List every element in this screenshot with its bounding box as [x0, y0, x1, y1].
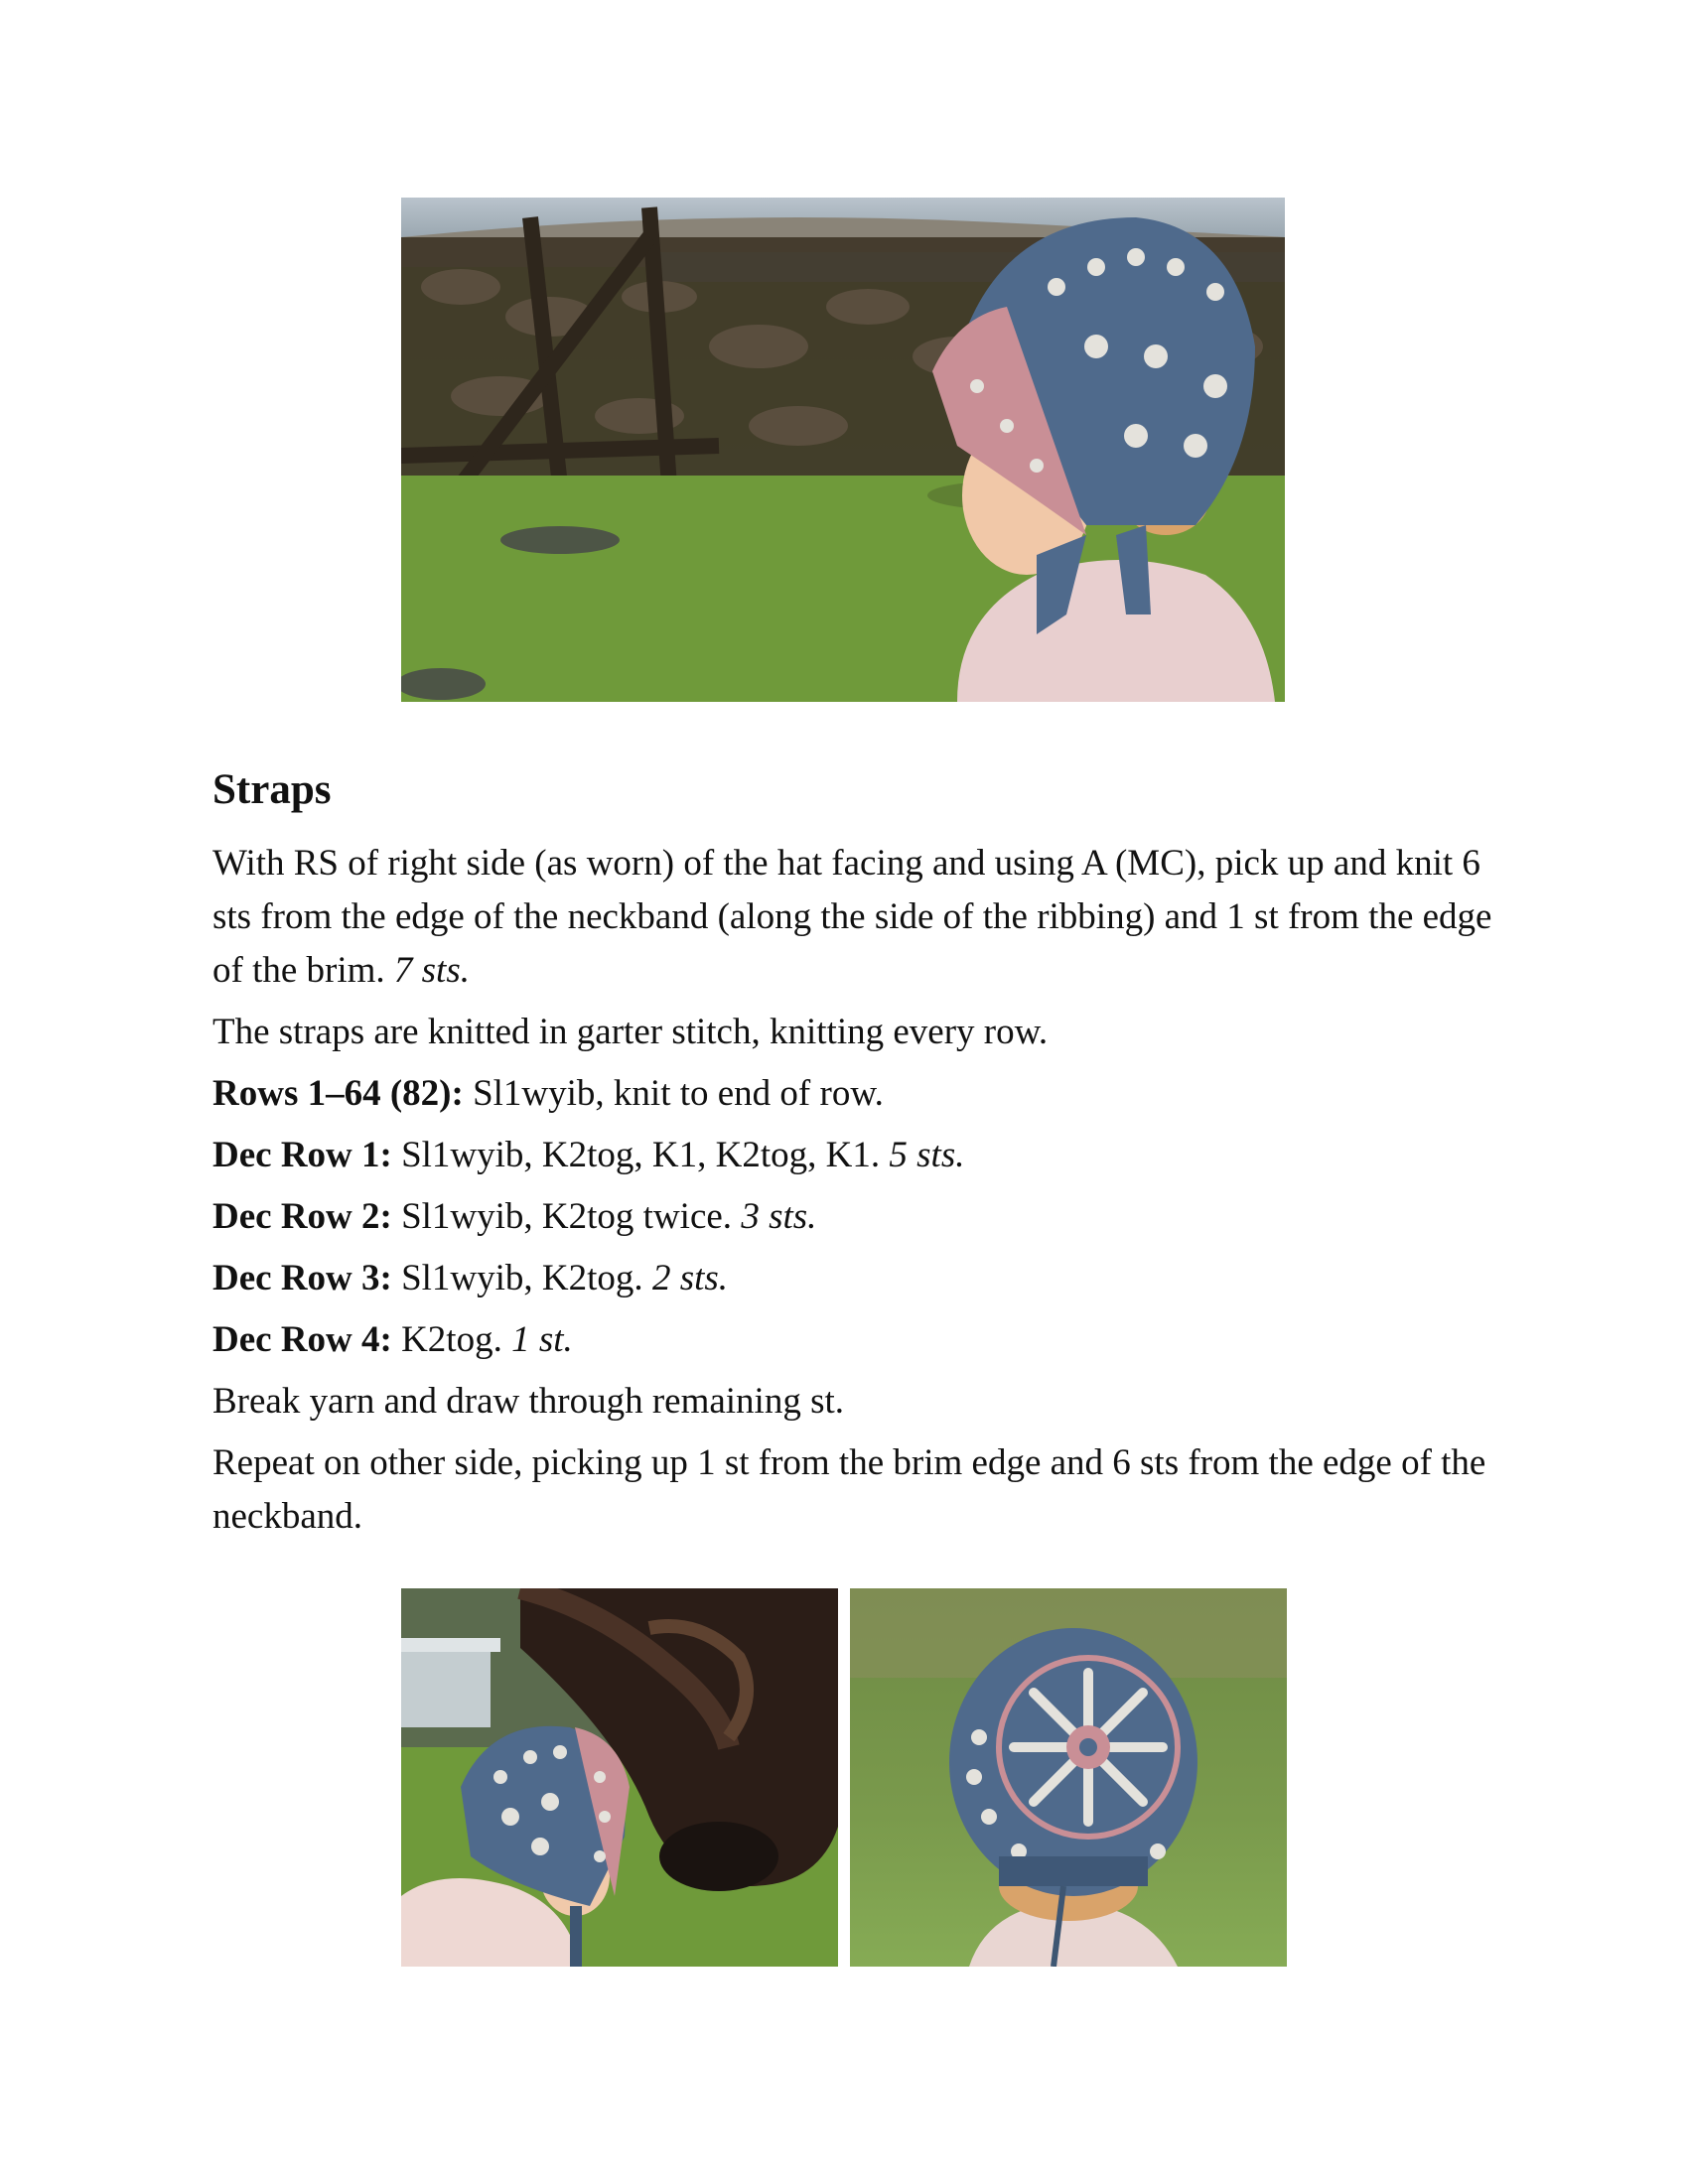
section-heading: Straps — [212, 766, 332, 813]
row-stitch-count: 2 sts. — [651, 1258, 729, 1298]
finish-instruction: Break yarn and draw through remaining st. — [212, 1381, 845, 1422]
row-stitch-count: 3 sts. — [741, 1196, 817, 1237]
row-stitch-count: 5 sts. — [889, 1135, 965, 1175]
row-instruction — [212, 1313, 1503, 1367]
row-stitch-count: 1 st. — [511, 1319, 573, 1360]
row-instruction — [212, 1190, 1503, 1244]
row-instruction — [212, 1129, 1503, 1182]
row-label: Dec Row 2: — [212, 1196, 392, 1237]
photo-child-with-pony — [401, 1588, 838, 1967]
row-text: K2tog. — [401, 1319, 502, 1360]
row-label: Dec Row 4: — [212, 1319, 392, 1360]
intro-paragraph — [212, 837, 1503, 998]
row-label: Dec Row 3: — [212, 1258, 392, 1298]
row-instruction — [212, 1067, 1503, 1121]
photo-bonnet-back-crown — [850, 1588, 1287, 1967]
intro-text: With RS of right side (as worn) of the hat facing and using A (MC), pick up and knit 6 sts from the edge of the neckband (along the side of the ribbing) and 1 st from the edge of the brim. — [212, 843, 1492, 991]
row-text: Sl1wyib, knit to end of row. — [473, 1073, 884, 1114]
photo-child-bonnet-profile — [401, 198, 1285, 702]
repeat-instruction: Repeat on other side, picking up 1 st from the brim edge and 6 sts from the edge of the neckband. — [212, 1442, 1486, 1537]
garter-note: The straps are knitted in garter stitch, knitting every row. — [212, 1012, 1049, 1052]
row-label: Dec Row 1: — [212, 1135, 392, 1175]
intro-stitch-count: 7 sts. — [393, 950, 470, 991]
row-instruction — [212, 1252, 1503, 1305]
row-text: Sl1wyib, K2tog twice. — [401, 1196, 733, 1237]
row-text: Sl1wyib, K2tog, K1, K2tog, K1. — [401, 1135, 881, 1175]
row-text: Sl1wyib, K2tog. — [401, 1258, 643, 1298]
row-label: Rows 1–64 (82): — [212, 1073, 464, 1114]
